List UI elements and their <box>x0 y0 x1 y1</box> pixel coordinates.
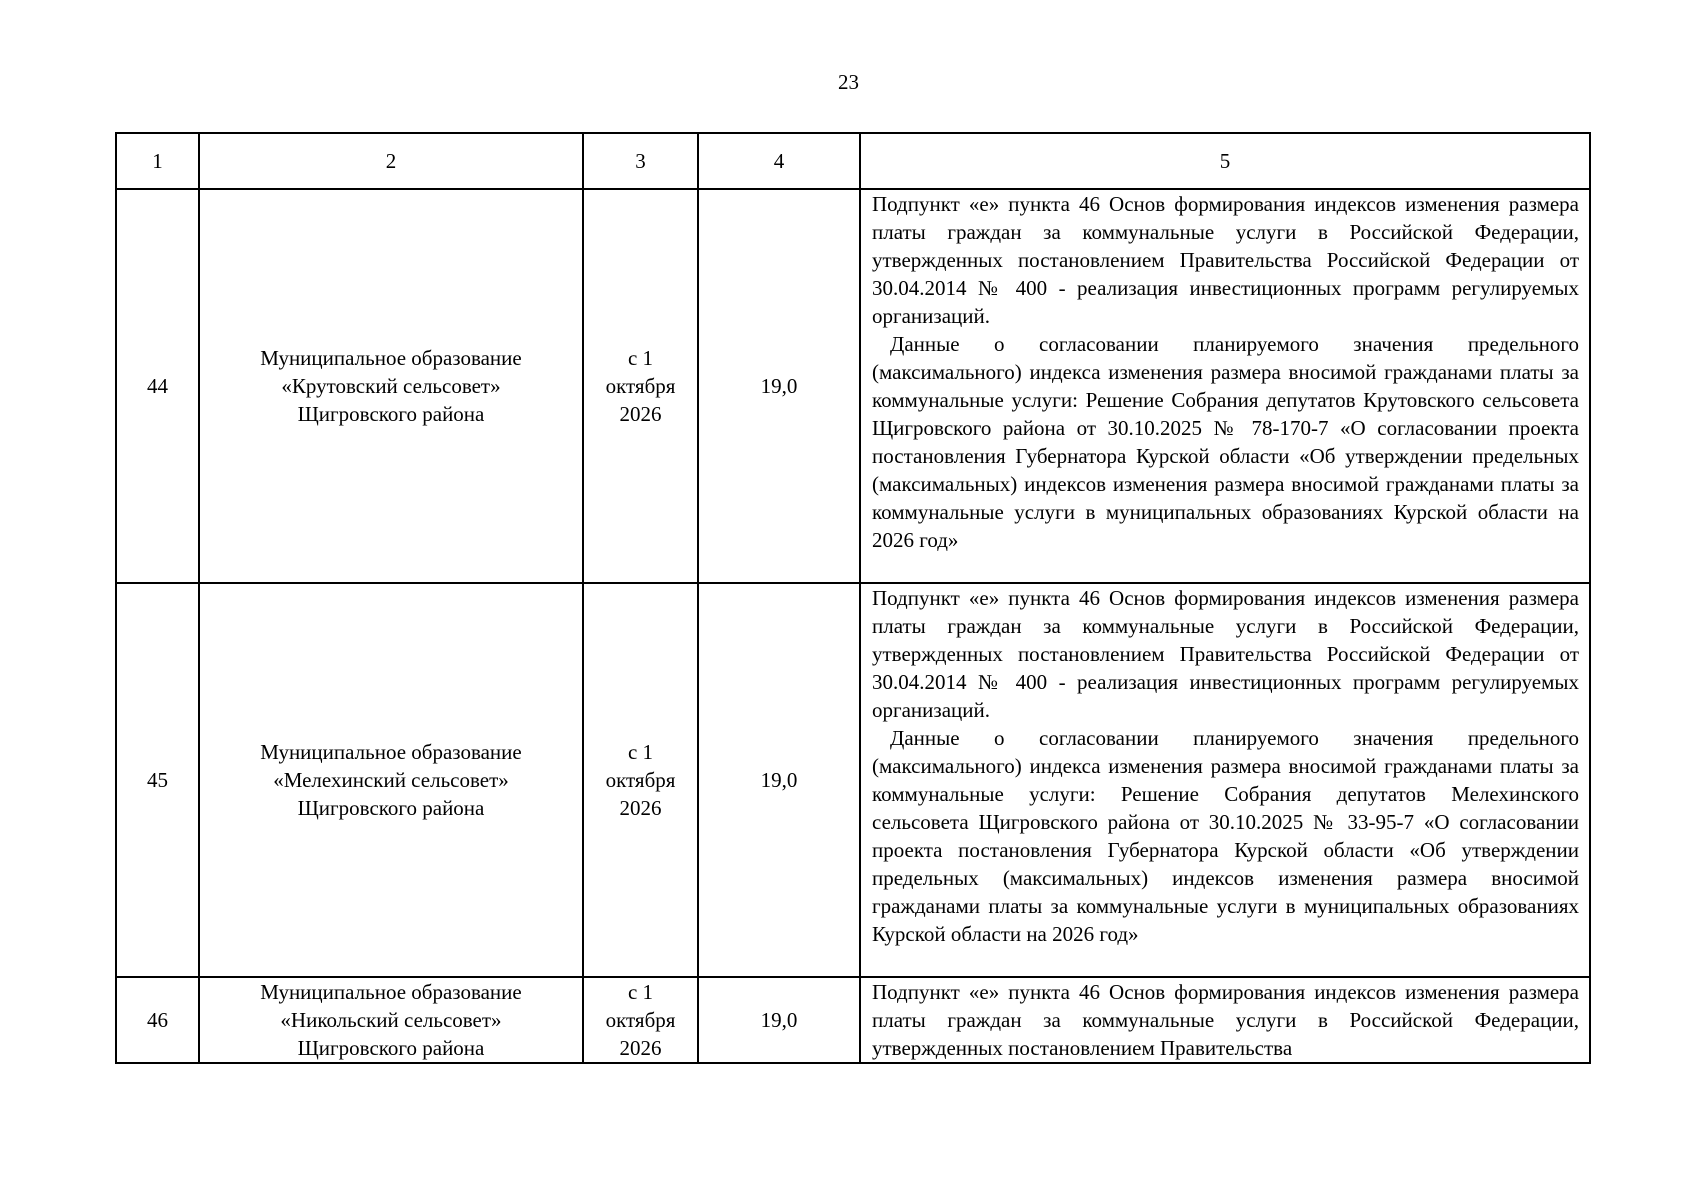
date-line: октября <box>605 374 676 398</box>
document-table <box>115 132 1591 1064</box>
municipality-line: Щигровского района <box>297 796 485 820</box>
table-header-row <box>116 133 1590 189</box>
date-line: октября <box>605 1008 676 1032</box>
basis-cell <box>860 583 1590 977</box>
date-cell <box>583 189 698 583</box>
table-row <box>116 189 1590 583</box>
date-line: с 1 <box>627 980 654 1004</box>
basis-paragraph: Подпункт «е» пункта 46 Основ формирования индексов изменения размера платы граждан за коммунальные услуги в Российской Федерации, утвержденных постановлением Правительства Российской Федерации от 30.04.2014 № 400 - реализация инвестиционных программ регулируемых организаций. <box>872 586 1579 722</box>
row-number: 46 <box>116 977 199 1063</box>
municipality-line: «Никольский сельсовет» <box>280 1008 502 1032</box>
municipality-line: Муниципальное образование <box>260 980 522 1004</box>
municipality-line: Щигровского района <box>297 402 485 426</box>
row-number: 45 <box>116 583 199 977</box>
municipality-line: Муниципальное образование <box>260 740 522 764</box>
index-value-cell: 19,0 <box>698 189 860 583</box>
header-col-1: 1 <box>116 133 199 189</box>
municipality-cell <box>199 189 583 583</box>
date-line: 2026 <box>619 1036 662 1060</box>
municipality-cell <box>199 583 583 977</box>
table-row <box>116 583 1590 977</box>
header-col-4: 4 <box>698 133 860 189</box>
date-cell <box>583 583 698 977</box>
date-cell <box>583 977 698 1063</box>
basis-paragraph: Подпункт «е» пункта 46 Основ формирования индексов изменения размера платы граждан за коммунальные услуги в Российской Федерации, утвержденных постановлением Правительства <box>872 980 1579 1060</box>
header-col-3: 3 <box>583 133 698 189</box>
date-line: 2026 <box>619 796 662 820</box>
municipality-line: Муниципальное образование <box>260 346 522 370</box>
date-line: с 1 <box>627 346 654 370</box>
municipality-line: Щигровского района <box>297 1036 485 1060</box>
date-line: с 1 <box>627 740 654 764</box>
date-line: октября <box>605 768 676 792</box>
row-number: 44 <box>116 189 199 583</box>
date-line: 2026 <box>619 402 662 426</box>
municipality-cell <box>199 977 583 1063</box>
basis-paragraph: Данные о согласовании планируемого значения предельного (максимального) индекса изменения размера вносимой гражданами платы за коммунальные услуги: Решение Собрания депутатов Мелехинского сельсовета Щигровского района от 30.10.2025 № 33-95-7 «О согласовании проекта постановления Губернатора Курской области «Об утверждении предельных (максимальных) индексов изменения размера вносимой гражданами платы за коммунальные услуги в муниципальных образованиях Курской области на 2026 год» <box>872 726 1579 946</box>
basis-paragraph: Подпункт «е» пункта 46 Основ формирования индексов изменения размера платы граждан за коммунальные услуги в Российской Федерации, утвержденных постановлением Правительства Российской Федерации от 30.04.2014 № 400 - реализация инвестиционных программ регулируемых организаций. <box>872 192 1579 328</box>
basis-cell <box>860 977 1590 1063</box>
municipality-line: «Мелехинский сельсовет» <box>273 768 509 792</box>
header-col-5: 5 <box>860 133 1590 189</box>
basis-cell <box>860 189 1590 583</box>
index-value-cell: 19,0 <box>698 583 860 977</box>
index-value-cell: 19,0 <box>698 977 860 1063</box>
header-col-2: 2 <box>199 133 583 189</box>
basis-paragraph: Данные о согласовании планируемого значения предельного (максимального) индекса изменения размера вносимой гражданами платы за коммунальные услуги: Решение Собрания депутатов Крутовского сельсовета Щигровского района от 30.10.2025 № 78-170-7 «О согласовании проекта постановления Губернатора Курской области «Об утверждении предельных (максимальных) индексов изменения размера вносимой гражданами платы за коммунальные услуги в муниципальных образованиях Курской области на 2026 год» <box>872 332 1579 552</box>
municipality-line: «Крутовский сельсовет» <box>281 374 501 398</box>
page-number: 23 <box>838 70 859 94</box>
table-row <box>116 977 1590 1063</box>
